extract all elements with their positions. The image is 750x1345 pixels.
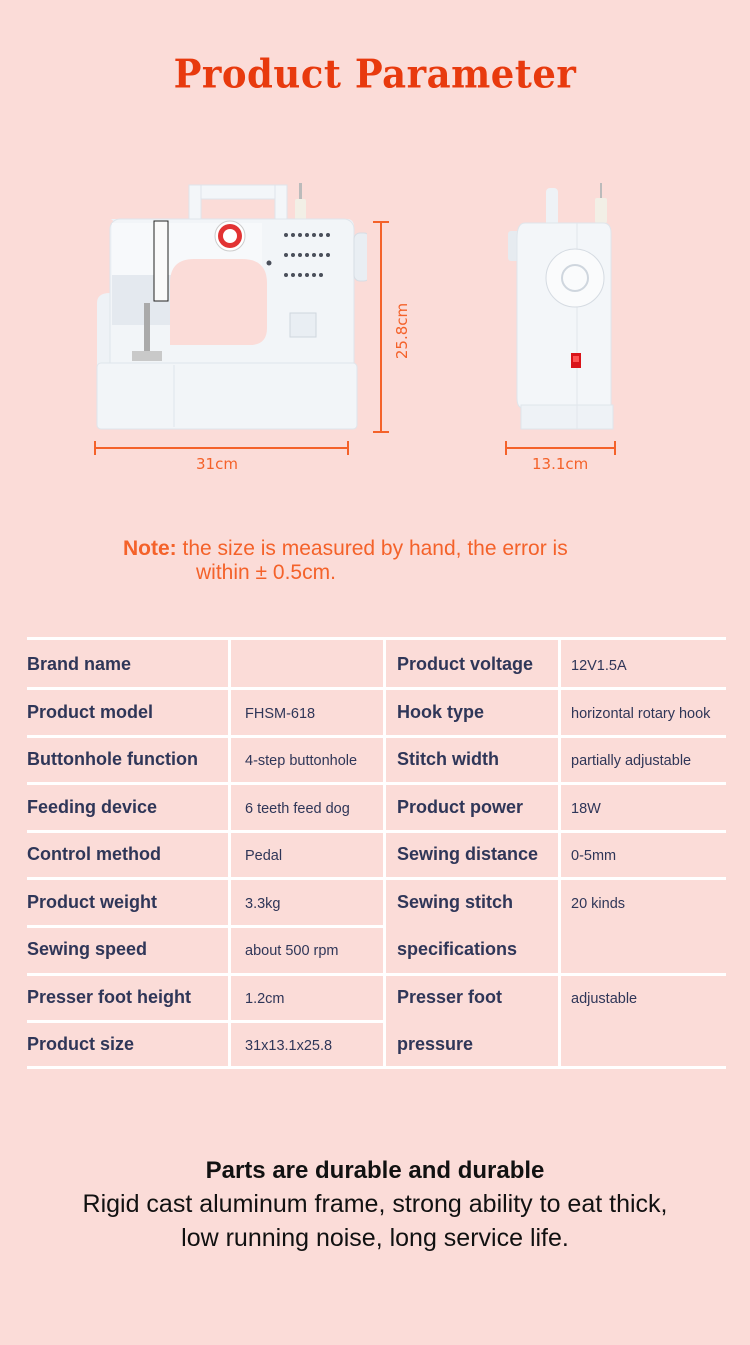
spec-key: Product model [27, 702, 154, 722]
spec-value: about 500 rpm [245, 943, 339, 959]
note-text-line2: within ± 0.5cm. [196, 561, 336, 584]
table-rule [27, 687, 726, 690]
spec-value: 6 teeth feed dog [245, 801, 350, 817]
height-dimension-line [380, 221, 382, 433]
spec-key: Product size [27, 1034, 135, 1054]
durability-text-line2: low running noise, long service life. [181, 1224, 569, 1252]
spec-key: Stitch width [397, 749, 499, 769]
sewing-machine-side-image [503, 183, 618, 433]
spec-key: Product weight [27, 892, 157, 912]
durability-heading: Parts are durable and durable [205, 1157, 545, 1184]
spec-value: 1.2cm [245, 991, 285, 1007]
durability-section [0, 1155, 750, 1255]
height-dimension-label: 25.8cm [393, 302, 411, 360]
spec-value: adjustable [571, 991, 638, 1007]
spec-value: 18W [571, 801, 601, 817]
durability-text-line1: Rigid cast aluminum frame, strong ability to eat thick, [82, 1190, 668, 1218]
table-divider [228, 637, 231, 1069]
spec-value: 31x13.1x25.8 [245, 1038, 333, 1054]
spec-key: Brand name [27, 654, 132, 674]
depth-dimension-cap-left [505, 441, 507, 455]
spec-value: 0-5mm [571, 848, 617, 864]
depth-dimension-cap-right [614, 441, 616, 455]
table-rule [27, 830, 726, 833]
sewing-machine-front-image [92, 183, 367, 433]
spec-key: Presser foot height [27, 987, 192, 1007]
page-title: Product Parameter [173, 50, 577, 98]
table-divider [383, 637, 386, 1069]
spec-value: partially adjustable [571, 753, 692, 769]
spec-table [27, 637, 726, 1069]
spec-value: FHSM-618 [245, 706, 316, 722]
table-rule [27, 1066, 726, 1069]
spec-key: Hook type [397, 702, 485, 722]
spec-value: 20 kinds [571, 896, 626, 912]
table-rule [27, 877, 726, 880]
note-text-line1: the size is measured by hand, the error is [176, 537, 568, 560]
spec-key: Sewing stitch [397, 892, 514, 912]
note-label: Note: [123, 537, 177, 560]
spec-value: 3.3kg [245, 896, 281, 912]
spec-value: Pedal [245, 848, 283, 864]
spec-key: Sewing speed [27, 939, 148, 959]
spec-key: specifications [397, 939, 518, 959]
table-rule [27, 782, 726, 785]
depth-dimension-label: 13.1cm [532, 455, 589, 473]
width-dimension-line [95, 447, 348, 449]
spec-key: Feeding device [27, 797, 158, 817]
spec-key: Presser foot [397, 987, 503, 1007]
width-dimension-cap-left [94, 441, 96, 455]
width-dimension-label: 31cm [196, 455, 238, 473]
spec-key: Buttonhole function [27, 749, 198, 769]
spec-key: Control method [27, 844, 161, 864]
table-rule [27, 973, 726, 976]
table-rule [27, 1020, 384, 1023]
spec-value: 4-step buttonhole [245, 753, 358, 769]
spec-value: 12V1.5A [571, 658, 627, 674]
height-dimension-cap-bottom [373, 431, 389, 433]
table-rule [27, 925, 384, 928]
width-dimension-cap-right [347, 441, 349, 455]
spec-key: Sewing distance [397, 844, 539, 864]
height-dimension-cap-top [373, 221, 389, 223]
depth-dimension-line [506, 447, 615, 449]
table-rule [27, 637, 726, 640]
spec-value: horizontal rotary hook [571, 706, 711, 722]
spec-key: pressure [397, 1034, 474, 1054]
table-divider [558, 637, 561, 1069]
spec-key: Product power [397, 797, 524, 817]
table-rule [27, 735, 726, 738]
spec-key: Product voltage [397, 654, 534, 674]
